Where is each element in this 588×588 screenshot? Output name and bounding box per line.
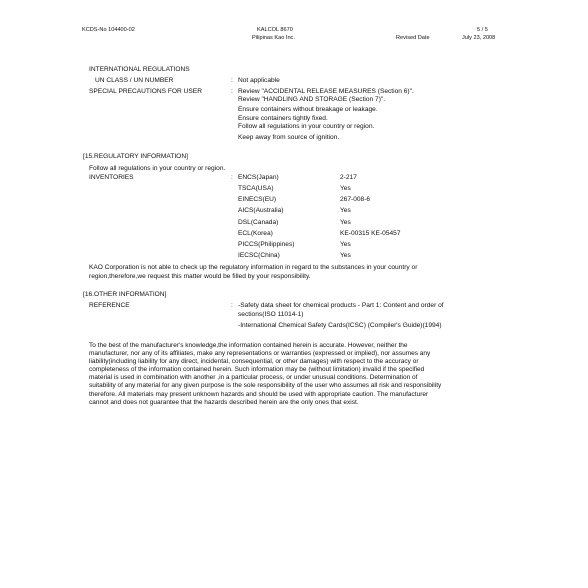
section-15-heading: [15.REGULATORY INFORMATION] [83, 153, 188, 160]
inventories-label: INVENTORIES [89, 174, 134, 181]
inventory-name: ECL(Korea) [238, 230, 273, 237]
disclaimer-line: cannot and does not guarantee that the hazards described herein are the only ones that exist. [89, 398, 359, 406]
inventory-name: DSL(Canada) [238, 219, 279, 226]
reference-line: sections(ISO 11014-1) [238, 311, 304, 318]
inventories-colon: : [231, 174, 233, 181]
disclaimer-line: completeness of the information contained herein. Such information may be (without limitation) invalid if the specified [89, 366, 425, 374]
company-name: Pilipinas Kao Inc. [252, 35, 295, 41]
special-precautions-line: Follow all regulations in your country or region. [238, 123, 375, 130]
inventory-name: AICS(Australia) [238, 207, 284, 214]
inventory-value: Yes [340, 219, 351, 226]
disclaimer-line: suitability of any material for any given purpose is the sole responsibility of the user who assumes all risk and responsibility [89, 382, 442, 390]
inventory-value: Yes [340, 252, 351, 259]
inventory-value: KE-00315 KE-05457 [340, 230, 401, 237]
special-precautions-line: Review "ACCIDENTAL RELEASE MEASURES (Section 6)". [238, 88, 414, 95]
product-name: KALCOL 8670 [257, 27, 293, 33]
disclaimer-line: liability(including liability for any direct, incidental, consequential, or other damages) with respect to the accuracy or [89, 358, 419, 366]
disclaimer-line: To the best of the manufacturer's knowledge,the information contained herein is accurate. However, neither the [89, 342, 408, 349]
special-precautions-line: Ensure containers without breakage or leakage. [238, 106, 378, 113]
inventory-name: IECSC(China) [238, 252, 280, 259]
special-precautions-line: Ensure containers tightly fixed. [238, 115, 328, 122]
reference-line: -International Chemical Safety Cards(ICSC) (Compiler's Guide)(1994) [238, 322, 442, 329]
inventory-name: EINECS(EU) [238, 196, 277, 203]
un-class-label: UN CLASS / UN NUMBER [95, 77, 174, 84]
un-class-colon: : [231, 77, 233, 84]
special-precautions-line: Keep away from source of ignition. [238, 134, 340, 141]
document-number: KCDS-No 104400-02 [82, 27, 135, 33]
disclaimer-line: material is used in combination with another ,in a particular process, or under unusual conditions. Determination of [89, 374, 418, 382]
regulatory-note-line: region,therefore,we request this matter would be filled by your responsibility. [89, 273, 311, 280]
reference-colon: : [231, 302, 233, 309]
inventory-value: 2-217 [340, 174, 357, 181]
inventory-name: TSCA(USA) [238, 185, 274, 192]
special-precautions-label: SPECIAL PRECAUTIONS FOR USER [89, 88, 202, 95]
inventory-value: Yes [340, 185, 351, 192]
un-class-value: Not applicable [238, 77, 280, 84]
regulatory-note-line: KAO Corporation is not able to check up the regulatory information in regard to the substances in your country or [89, 264, 418, 271]
page-number: 5 / 5 [477, 27, 488, 33]
inventory-value: Yes [340, 207, 351, 214]
disclaimer-line: manufacturer, nor any of its affiliates, make any representations or warranties (expressed or implied), nor assumes any [89, 350, 431, 358]
inventory-name: PICCS(Philippines) [238, 241, 295, 248]
revised-date-label: Revised Date [396, 35, 430, 41]
inventory-name: ENCS(Japan) [238, 174, 279, 181]
regulatory-intro: Follow all regulations in your country or region. [89, 165, 226, 172]
disclaimer [89, 342, 503, 407]
special-precautions-line: Review "HANDLING AND STORAGE (Section 7)". [238, 96, 386, 103]
inventory-value: Yes [340, 241, 351, 248]
special-precautions-colon: : [231, 88, 233, 95]
reference-label: REFERENCE [89, 302, 130, 309]
disclaimer-line: therefore. All materials may present unknown hazards and should be used with appropriate caution. The manufacturer [89, 390, 429, 398]
revised-date: July 23, 2008 [462, 35, 496, 41]
reference-line: -Safety data sheet for chemical products - Part 1: Content and order of [238, 302, 444, 309]
inventory-value: 267-008-6 [340, 196, 371, 203]
section-16-heading: [16.OTHER INFORMATION] [83, 291, 167, 298]
intl-regulations-heading: INTERNATIONAL REGULATIONS [89, 66, 190, 73]
